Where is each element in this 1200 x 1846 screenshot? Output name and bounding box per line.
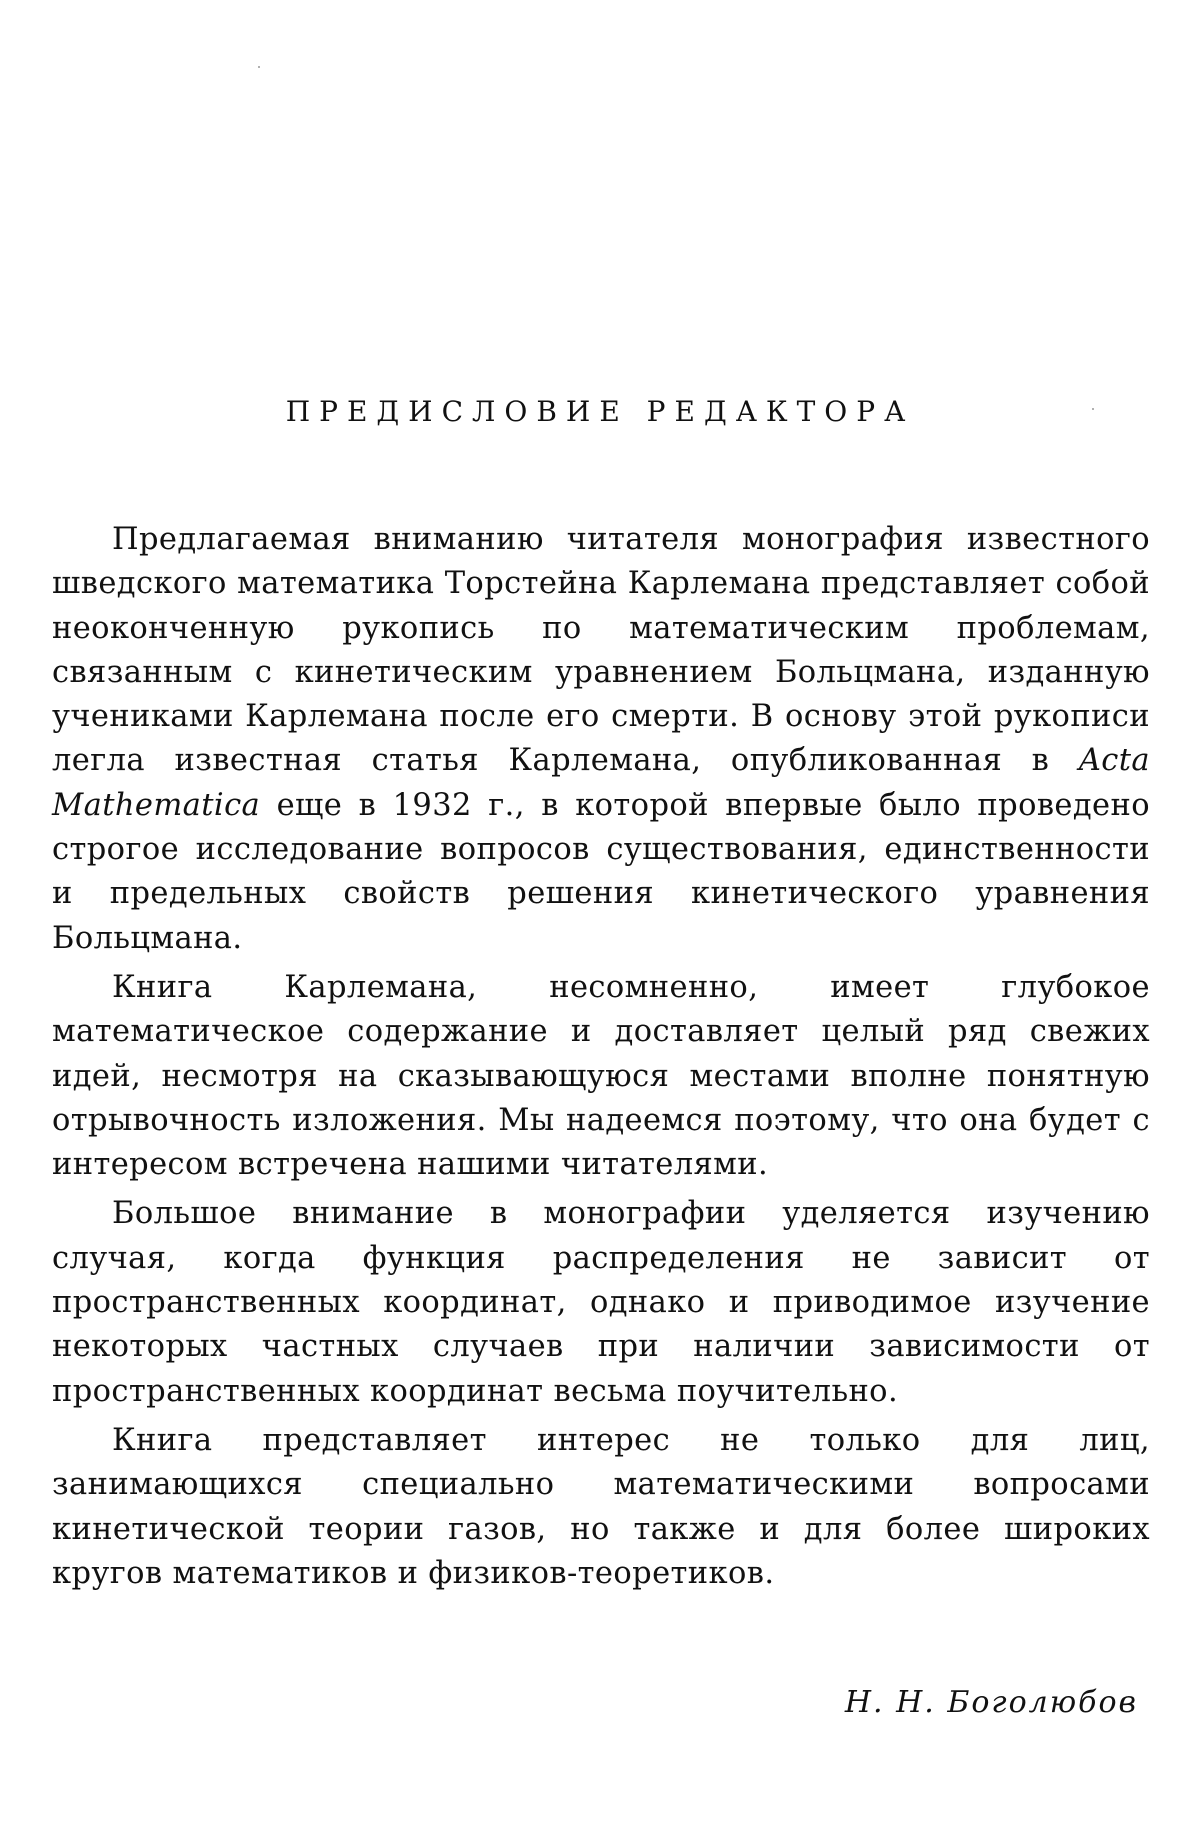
preface-body (52, 518, 1150, 1601)
signature: Н. Н. Боголюбов (844, 1685, 1138, 1720)
page-title: ПРЕДИСЛОВИЕ РЕДАКТОРА (285, 395, 915, 428)
paragraph-1 (52, 518, 1150, 961)
scan-speck (258, 66, 260, 68)
paragraph-1-start: Предлагаемая вниманию читателя монография известного шведского математика Торстейна Карлемана представляет собой неоконченную рукопись по математическим проблемам, связанным с кинетическим уравнением Больцмана, изданную учениками Карлемана после его смерти. В основу этой рукописи легла известная статья Карлемана, опубликованная в (52, 522, 1150, 779)
paragraph-1-end: еще в 1932 г., в которой впервые было проведено строгое исследование вопросов существования, единственности и предельных свойств решения кинетического уравнения Больцмана. (52, 787, 1150, 956)
paragraph-2: Книга Карлемана, несомненно, имеет глубокое математическое содержание и доставляет целый ряд свежих идей, несмотря на сказывающуюся местами вполне понятную отрывочность изложения. Мы надеемся поэтому, что она будет с интересом встречена нашими читателями. (52, 969, 1150, 1183)
paragraph-4: Книга представляет интерес не только для лиц, занимающихся специально математическими вопросами кинетической теории газов, но также и для более широких кругов математиков и физиков-теоретиков. (52, 1422, 1150, 1591)
journal-title: Acta Mathematica (52, 743, 1150, 823)
paragraph-3: Большое внимание в монографии уделяется изучению случая, когда функция распределения не зависит от пространственных координат, однако и приводимое изучение некоторых частных случаев при наличии зависимости от пространственных координат весьма поучительно. (52, 1196, 1150, 1409)
